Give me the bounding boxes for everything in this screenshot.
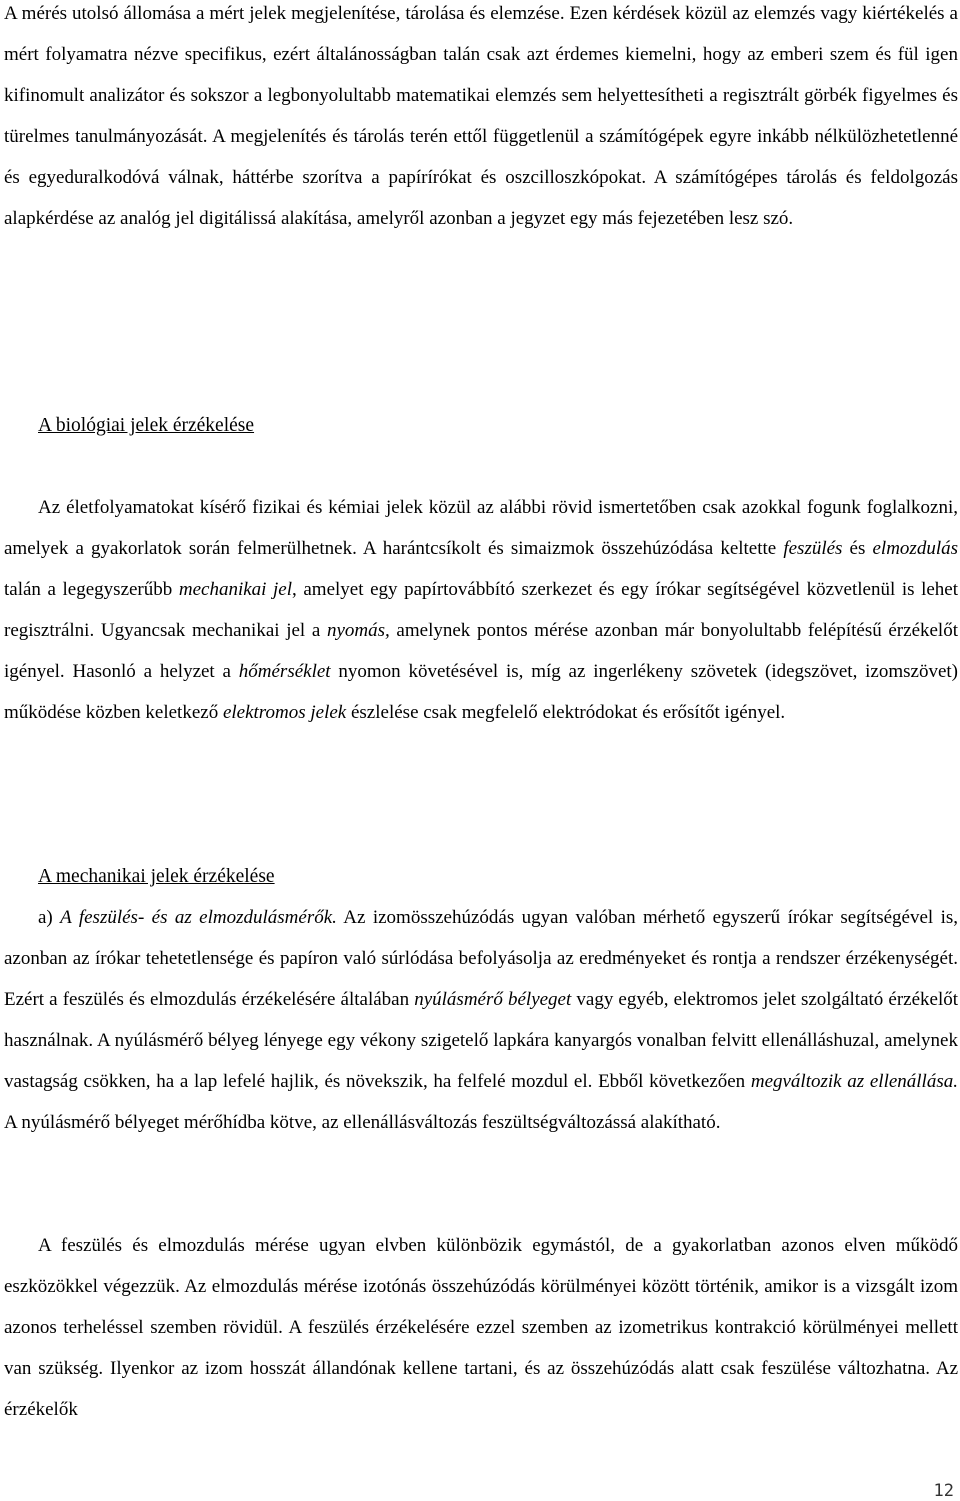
italic-text-run: elektromos jelek — [222, 702, 347, 723]
text-run: vagy egyéb, elektromos jelet szolgáltató érzékelőt használnak. A nyúlásmérő bélyeg lényege egy vékony szigetelő lapkára kanyargós vonalban felvitt ellenálláshuzal, amelynek vastagság csökken, ha a lap lefelé hajlik, és növekszik, ha felfelé mozdul el. Ebből következően — [4, 989, 958, 1092]
text-run: amelynek pontos mérése azonban már bonyolultabb felépítésű érzékelőt igényel. Hasonló a helyzet a — [4, 620, 958, 682]
text-run: talán a legegyszerűbb — [4, 579, 179, 600]
text-run: a) — [38, 907, 61, 928]
italic-text-run: nyomás, — [326, 620, 390, 641]
italic-text-run: hőmérséklet — [238, 661, 331, 682]
italic-text-run: feszülés — [783, 538, 843, 559]
page-number: 12 — [933, 1481, 954, 1501]
text-run: Az életfolyamatokat kísérő fizikai és kémiai jelek közül az alábbi rövid ismertetőben csak azokkal fogunk foglalkozni, amelyek a gyakorlatok során felmerülhetnek. A harántcsíkolt és simaizmok összehúzódása keltette — [4, 497, 958, 559]
section-heading-biological-signals: A biológiai jelek érzékelése — [38, 415, 255, 436]
intro-paragraph — [4, 0, 958, 239]
text-run: és — [842, 538, 873, 559]
text-run: A nyúlásmérő bélyeget mérőhídba kötve, az ellenállásváltozás feszültségváltozássá alakítható. — [4, 1112, 721, 1133]
text-run: észlelése csak megfelelő elektródokat és erősítőt igényel. — [346, 702, 786, 723]
italic-text-run: nyúlásmérő bélyeget — [414, 989, 572, 1010]
mechanical-signals-paragraph — [4, 897, 958, 1143]
text-run: , amelyet egy papírtovábbító szerkezet és egy írókar segítségével közvetlenül is lehet regisztrálni. Ugyancsak mechanikai jel a — [4, 579, 959, 641]
section-heading-mechanical-signals: A mechanikai jelek érzékelése — [38, 866, 275, 887]
text-run: A feszülés és elmozdulás mérése ugyan elvben különbözik egymástól, de a gyakorlatban azonos elven működő eszközökkel végezzük. Az elmozdulás mérése izotónás összehúzódás körülményei között történik, amikor is a vizsgált izom azonos terheléssel szemben rövidül. A feszülés érzékelésére ezzel szemben az izometrikus kontrakció körülményei mellett van szükség. Ilyenkor az izom hosszát állandónak kellene tartani, és az összehúzódás alatt csak feszülése változhatna. Az érzékelők — [4, 1235, 958, 1420]
document-page — [4, 0, 959, 1420]
text-run: nyomon követésével is, míg az ingerlékeny szövetek (idegszövet, izomszövet) működése közben keletkező — [4, 661, 958, 723]
italic-text-run: elmozdulás — [872, 538, 958, 559]
italic-text-run: megváltozik az ellenállása. — [750, 1071, 958, 1092]
biological-signals-paragraph — [4, 487, 958, 733]
text-run: Az izomösszehúzódás ugyan valóban mérhető egyszerű írókar segítségével is, azonban az írókar tehetetlensége és papíron való súrlódása befolyásolja az eredményeket és rontja a rendszer érzékenységét. Ezért a feszülés és elmozdulás érzékelésére általában — [4, 907, 959, 1010]
text-run: A mérés utolsó állomása a mért jelek megjelenítése, tárolása és elemzése. Ezen kérdések közül az elemzés vagy kiértékelés a mért folyamatra nézve specifikus, ezért általánosságban talán csak azt érdemes kiemelni, hogy az emberi szem és fül igen kifinomult analizátor és sokszor a legbonyolultabb matematikai elemzés sem helyettesítheti a regisztrált görbék figyelmes és türelmes tanulmányozását. A megjelenítés és tárolás terén ettől függetlenül a számítógépek egyre inkább nélkülözhetetlenné és egyeduralkodóvá válnak, háttérbe szorítva a papírírókat és oszcilloszkópokat. A számítógépes tárolás és feldolgozás alapkérdése az analóg jel digitálissá alakítása, amelyről azonban a jegyzet egy más fejezetében lesz szó. — [4, 3, 958, 229]
italic-text-run: A feszülés- és az elmozdulásmérők. — [60, 907, 337, 928]
measurement-paragraph — [4, 1225, 958, 1430]
italic-text-run: mechanikai jel — [178, 579, 293, 600]
